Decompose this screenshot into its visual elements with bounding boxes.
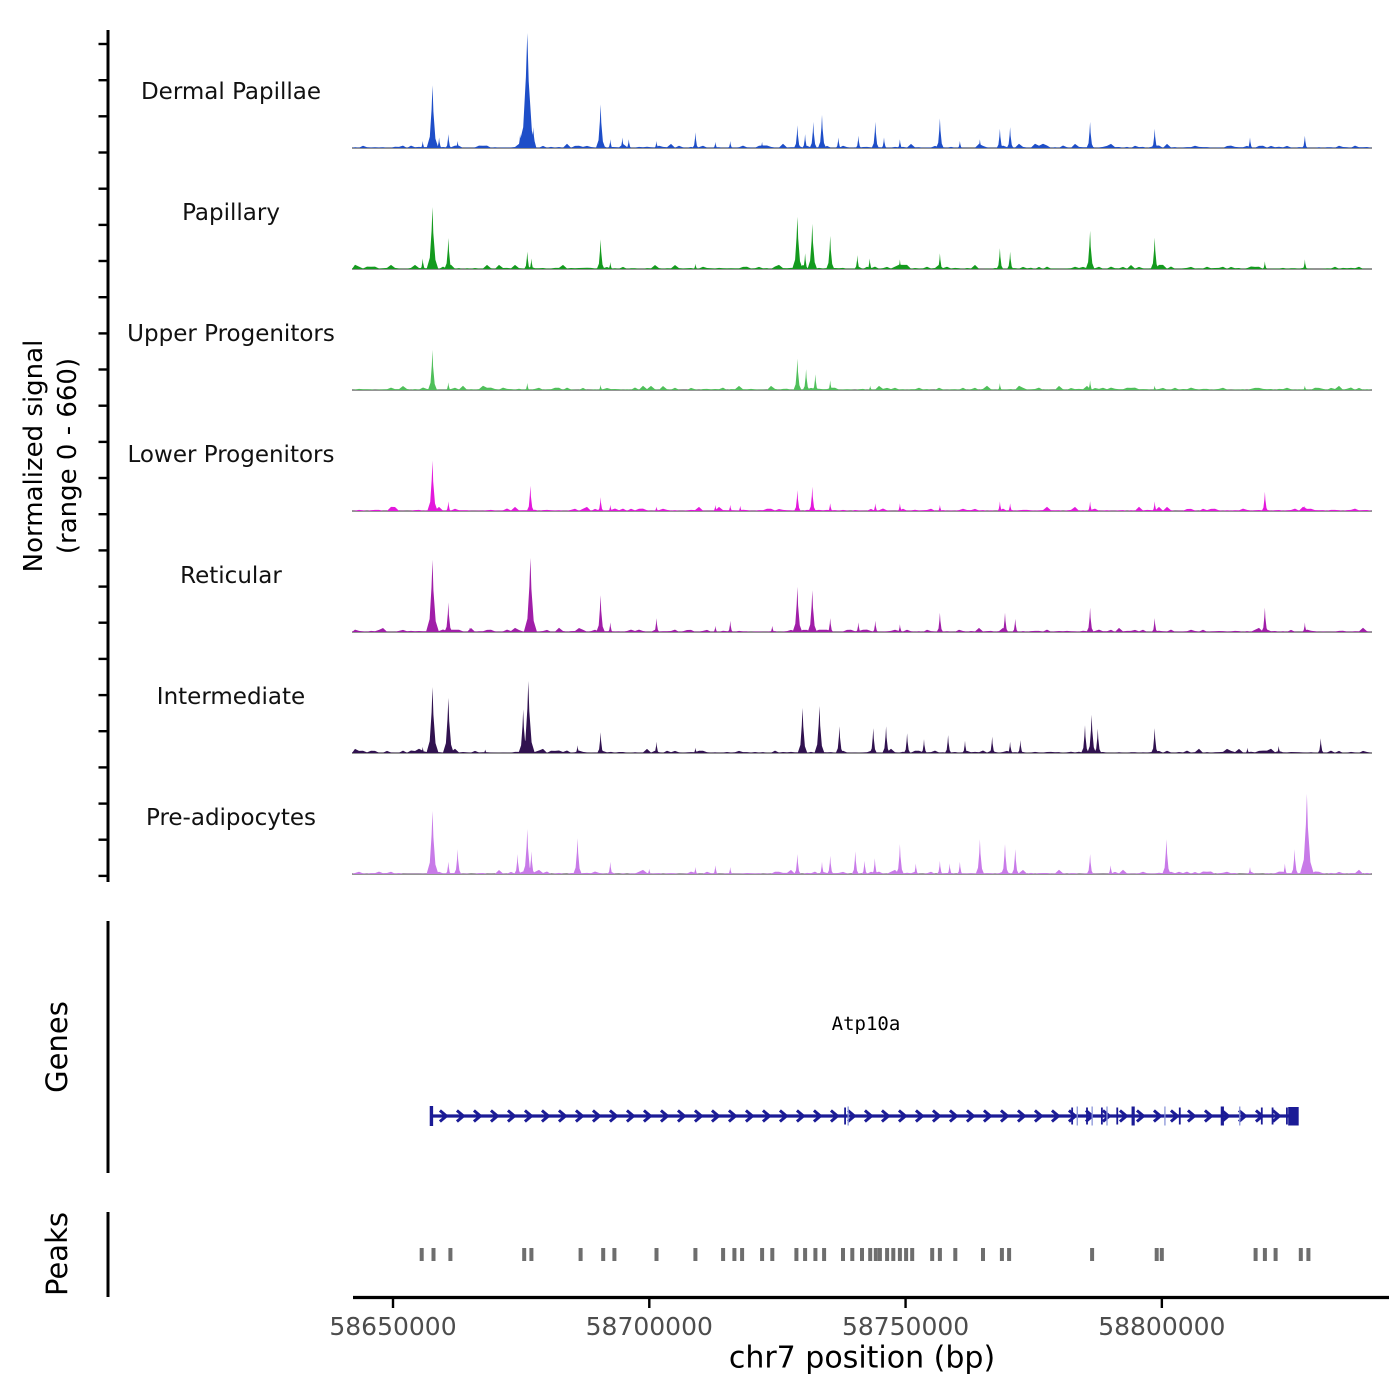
track-label-intermediate: Intermediate (156, 684, 306, 710)
peak-bar (1254, 1248, 1258, 1261)
peak-bar (732, 1248, 736, 1261)
peak-bar (794, 1248, 798, 1261)
x-tick-label: 58700000 (585, 1312, 713, 1341)
peak-bar (953, 1248, 957, 1261)
track-label-lower-progenitors: Lower Progenitors (127, 442, 335, 468)
peak-bar (878, 1248, 882, 1261)
y-axis-label-line1: Normalized signal (19, 339, 50, 573)
peak-bar (529, 1248, 533, 1261)
peak-bar (898, 1248, 902, 1261)
peak-bar (910, 1248, 914, 1261)
peak-bar (770, 1248, 774, 1261)
track-label-reticular: Reticular (180, 563, 282, 589)
peak-bar (760, 1248, 764, 1261)
peak-bar (1090, 1248, 1094, 1261)
peak-bar (930, 1248, 934, 1261)
gene-end-exon-block (1288, 1107, 1299, 1126)
peak-bar (860, 1248, 864, 1261)
signal-track-dermal-papillae (352, 33, 1372, 148)
peak-bar (420, 1248, 424, 1261)
peak-bar (448, 1248, 452, 1261)
gene-name-label: Atp10a (831, 1013, 901, 1035)
peak-bar (693, 1248, 697, 1261)
peak-bar (1299, 1248, 1303, 1261)
peak-bar (891, 1248, 895, 1261)
y-axis-label (18, 340, 86, 573)
peak-bar (1007, 1248, 1011, 1261)
peak-bar (874, 1248, 878, 1261)
peaks-section-label: Peaks (40, 1212, 74, 1296)
peak-bar (803, 1248, 807, 1261)
genes-section-label: Genes (40, 1001, 74, 1093)
peak-bar (601, 1248, 605, 1261)
signal-track-pre-adipocytes (352, 794, 1372, 874)
x-axis-title: chr7 position (bp) (728, 1340, 996, 1376)
track-label-pre-adipocytes: Pre-adipocytes (145, 805, 317, 831)
peak-bar (1306, 1248, 1310, 1261)
peak-bar (868, 1248, 872, 1261)
peak-bar (822, 1248, 826, 1261)
peak-bar (612, 1248, 616, 1261)
peak-bar (740, 1248, 744, 1261)
peak-bar (522, 1248, 526, 1261)
x-tick-label: 58800000 (1098, 1312, 1226, 1341)
peak-bar (655, 1248, 659, 1261)
x-tick-label: 58650000 (329, 1312, 457, 1341)
peak-bar (721, 1248, 725, 1261)
peak-bar (904, 1248, 908, 1261)
peak-bar (981, 1248, 985, 1261)
peak-bar (841, 1248, 845, 1261)
peak-bar (938, 1248, 942, 1261)
signal-track-lower-progenitors (352, 461, 1372, 512)
peak-bar (813, 1248, 817, 1261)
x-tick-label: 58750000 (841, 1312, 970, 1341)
peak-bar (885, 1248, 889, 1261)
peak-bar (1000, 1248, 1004, 1261)
track-label-upper-progenitors: Upper Progenitors (127, 321, 335, 347)
peak-bar (432, 1248, 436, 1261)
peak-bar (850, 1248, 854, 1261)
peak-bar (1274, 1248, 1278, 1261)
peak-bar (1155, 1248, 1159, 1261)
track-label-papillary: Papillary (182, 200, 280, 226)
signal-track-intermediate (352, 681, 1372, 753)
signal-track-papillary (352, 207, 1372, 269)
peak-bar (1160, 1248, 1164, 1261)
y-axis-label-line2: (range 0 - 660) (53, 357, 83, 555)
signal-track-upper-progenitors (352, 350, 1372, 390)
track-label-dermal-papillae: Dermal Papillae (140, 79, 322, 105)
peak-bar (579, 1248, 583, 1261)
signal-track-reticular (352, 558, 1372, 632)
peak-bar (1263, 1248, 1267, 1261)
